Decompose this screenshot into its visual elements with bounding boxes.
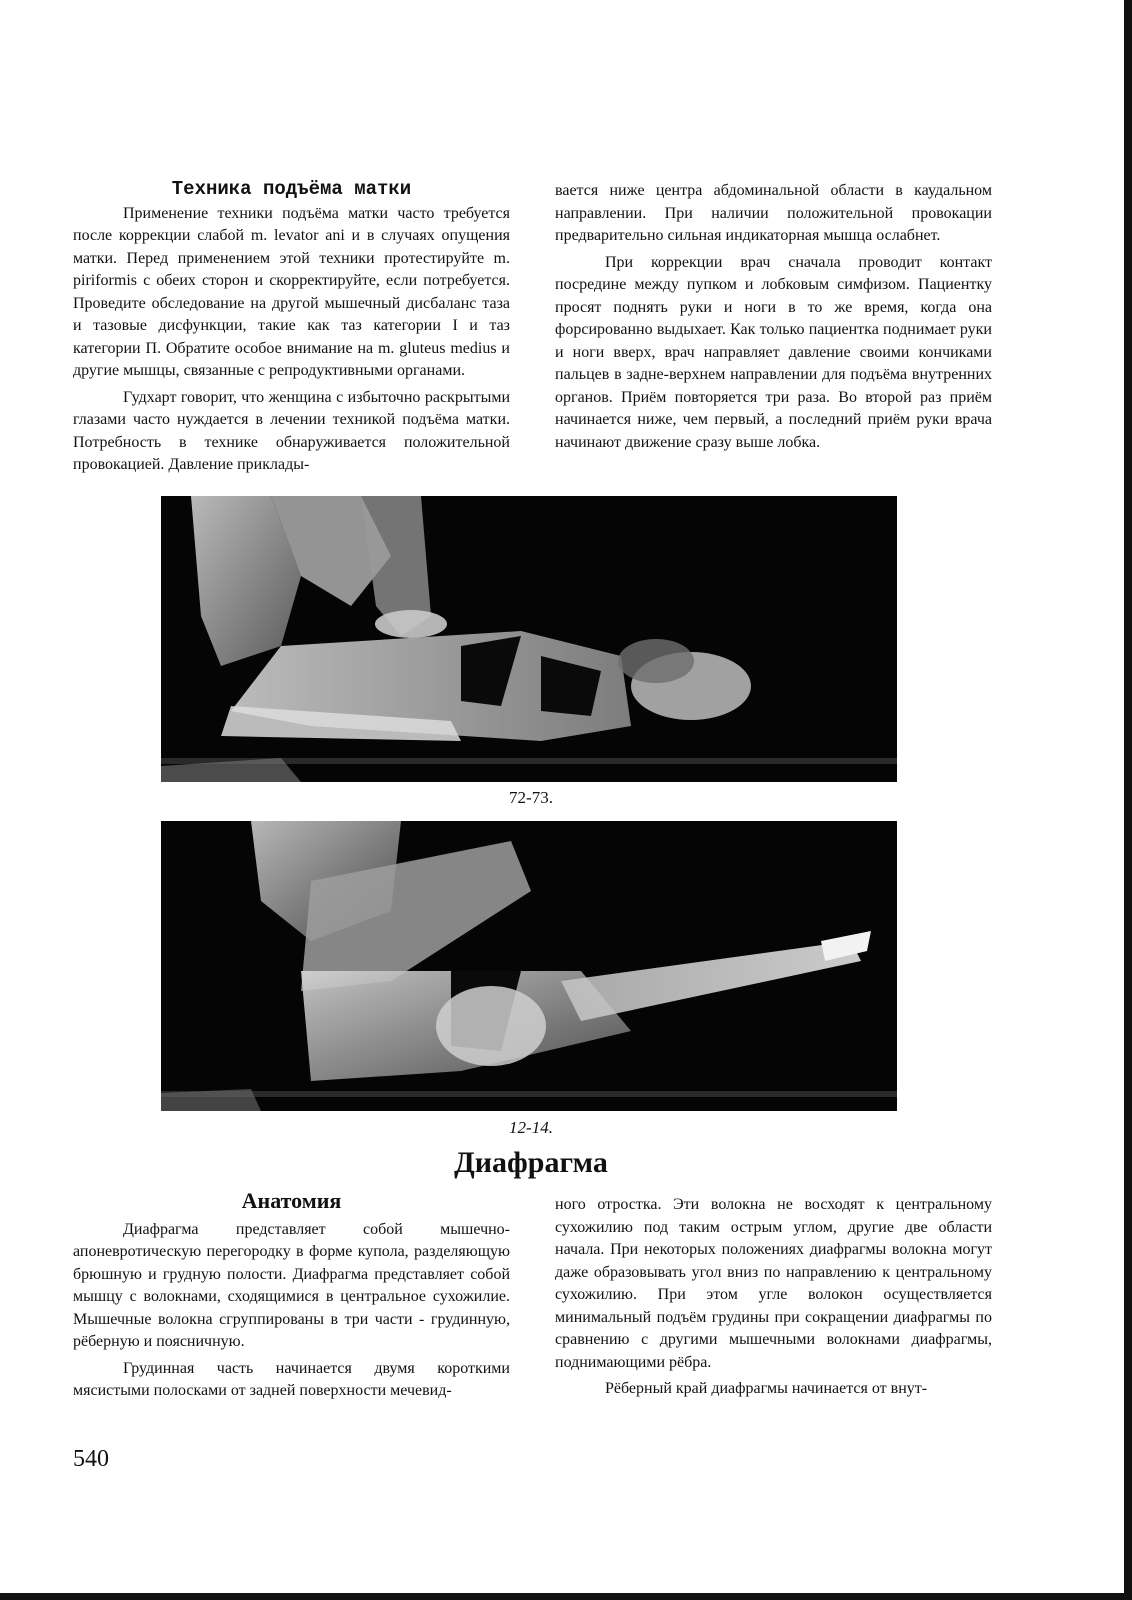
page-number: 540 [73, 1446, 109, 1472]
paragraph: Применение техники подъёма матки часто требуется после коррекции слабой m. levator ani и в случаях опущения матки. Перед применением этой техники протестируйте m. piriformis с обеих сторон и скорректируйте, если потребуется. Проведите обследование на другой мышечный дисбаланс таза и тазовые дисфункции, такие как таз категории I и таз категории П. Обратите особое внимание на m. gluteus medius и другие мышцы, связанные с репродуктивными органами. [73, 204, 510, 379]
paragraph: Гудхарт говорит, что женщина с избыточно раскрытыми глазами часто нуждается в лечении техникой подъёма матки. Потребность в технике обнаруживается положительной провокацией. Давление приклады- [73, 388, 510, 473]
paragraph: Рёберный край диафрагмы начинается от внут- [605, 1380, 928, 1397]
scan-edge-right [1124, 0, 1132, 1600]
right-column-top [555, 180, 992, 458]
photo-illustration [161, 821, 897, 1111]
paragraph: Диафрагма представляет собой мышечно-апоневротическую перегородку в форме купола, разделяющую брюшную и грудную полости. Диафрагма представляет собой мышцу с волокнами, сходящимися в центральное сухожилие. Мышечные волокна сгруппированы в три части - грудинную, рёберную и поясничную. [73, 1220, 510, 1350]
paragraph-continued: вается ниже центра абдоминальной области в каудальном направлении. При наличии положительной провокации предварительно сильная индикаторная мышца ослабнет. [555, 182, 992, 244]
photo-uterine-lift-arms-raised [161, 821, 897, 1111]
paragraph-continued: ного отростка. Эти волокна не восходят к центральному сухожилию под таким острым углом, другие две области начала. При некоторых положениях диафрагмы волокна могут даже образовывать угол вниз по направлению к центральному сухожилию. При этом угле волокон осуществляется минимальный подъём грудины при сокращении диафрагмы по сравнению с другими мышечными волокнами диафрагмы, поднимающими рёбра. [555, 1196, 992, 1371]
section-heading-uterine-lift: Техника подъёма матки [171, 178, 412, 200]
paragraph: Грудинная часть начинается двумя короткими мясистыми полосками от задней поверхности мечевид- [73, 1359, 510, 1399]
right-column-bottom [555, 1194, 992, 1405]
photo-uterine-lift-technique [161, 496, 897, 782]
photo-illustration [161, 496, 897, 782]
left-column-bottom [73, 1190, 510, 1407]
subheading-anatomy: Анатомия [241, 1188, 342, 1213]
left-column-top [73, 178, 510, 481]
figure-caption: 72-73. [509, 788, 553, 807]
chapter-title-diaphragm: Диафрагма [454, 1146, 608, 1179]
scan-edge-bottom [0, 1593, 1132, 1600]
figure-caption: 12-14. [509, 1118, 553, 1137]
paragraph: При коррекции врач сначала проводит контакт посредине между пупком и лобковым симфизом. Пациентку просят поднять руки и ноги в то же время, когда она форсированно выдыхает. Как только пациентка поднимает руки и ноги вверх, врач направляет давление своими кончиками пальцев в задне-верхнем направлении для подъёма внутренних органов. Приём повторяется три раза. Во второй раз приём начинается ниже, чем первый, а последний приём руки врача начинают движение сразу выше лобка. [555, 253, 992, 451]
